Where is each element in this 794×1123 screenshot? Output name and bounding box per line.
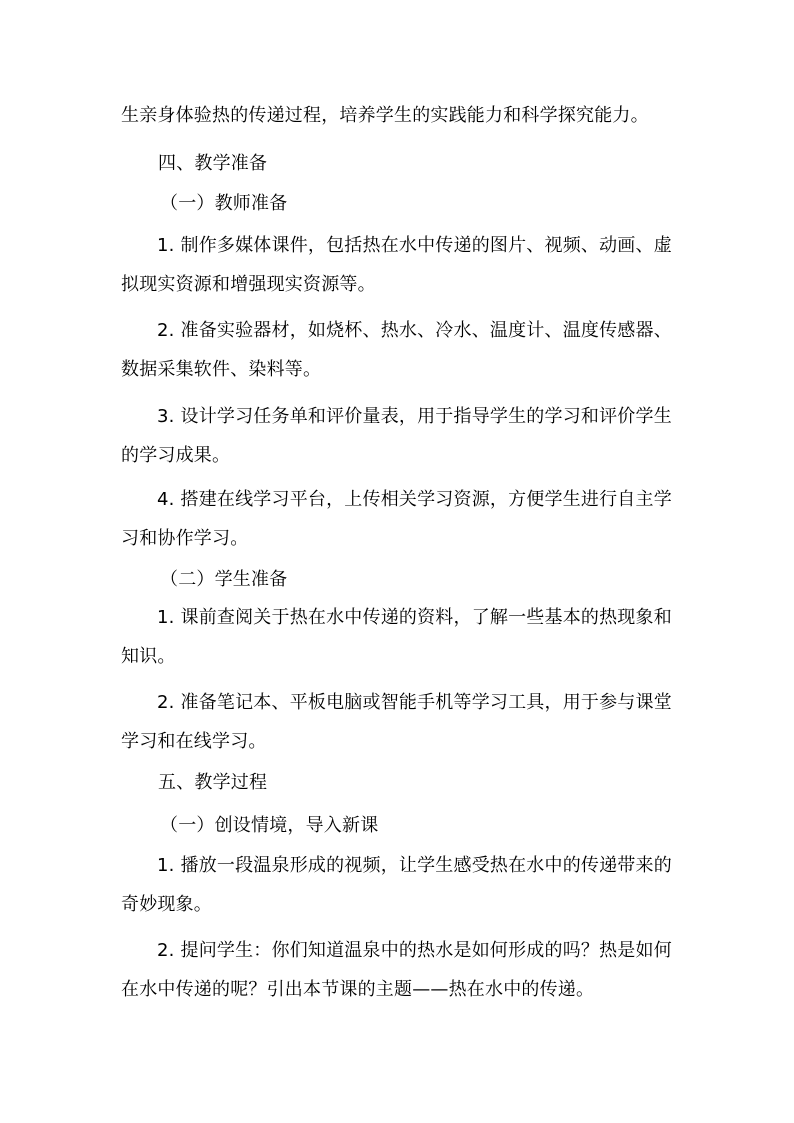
list-item-teacher-3: 3. 设计学习任务单和评价量表，用于指导学生的学习和评价学生的学习成果。 bbox=[121, 406, 672, 466]
list-item-teacher-2: 2. 准备实验器材，如烧杯、热水、冷水、温度计、温度传感器、数据采集软件、染料等。 bbox=[121, 320, 672, 380]
list-item-teacher-4: 4. 搭建在线学习平台，上传相关学习资源，方便学生进行自主学习和协作学习。 bbox=[121, 489, 672, 549]
list-item-intro-2: 2. 提问学生：你们知道温泉中的热水是如何形成的吗？热是如何在水中传递的呢？引出本节课的主题——热在水中的传递。 bbox=[121, 940, 672, 1000]
section-heading-process: 五、教学过程 bbox=[158, 772, 268, 793]
subsection-heading-teacher: （一）教师准备 bbox=[160, 193, 288, 214]
subsection-heading-student: （二）学生准备 bbox=[160, 569, 288, 590]
paragraph-continuation: 生亲身体验热的传递过程，培养学生的实践能力和科学探究能力。 bbox=[121, 105, 649, 126]
list-item-student-1: 1. 课前查阅关于热在水中传递的资料，了解一些基本的热现象和知识。 bbox=[121, 607, 672, 667]
section-heading-preparation: 四、教学准备 bbox=[158, 153, 268, 174]
list-item-student-2: 2. 准备笔记本、平板电脑或智能手机等学习工具，用于参与课堂学习和在线学习。 bbox=[121, 692, 672, 752]
subsection-heading-intro: （一）创设情境，导入新课 bbox=[160, 815, 379, 836]
list-item-intro-1: 1. 播放一段温泉形成的视频，让学生感受热在水中的传递带来的奇妙现象。 bbox=[121, 855, 672, 915]
list-item-teacher-1: 1. 制作多媒体课件，包括热在水中传递的图片、视频、动画、虚拟现实资源和增强现实资源等。 bbox=[121, 235, 672, 295]
